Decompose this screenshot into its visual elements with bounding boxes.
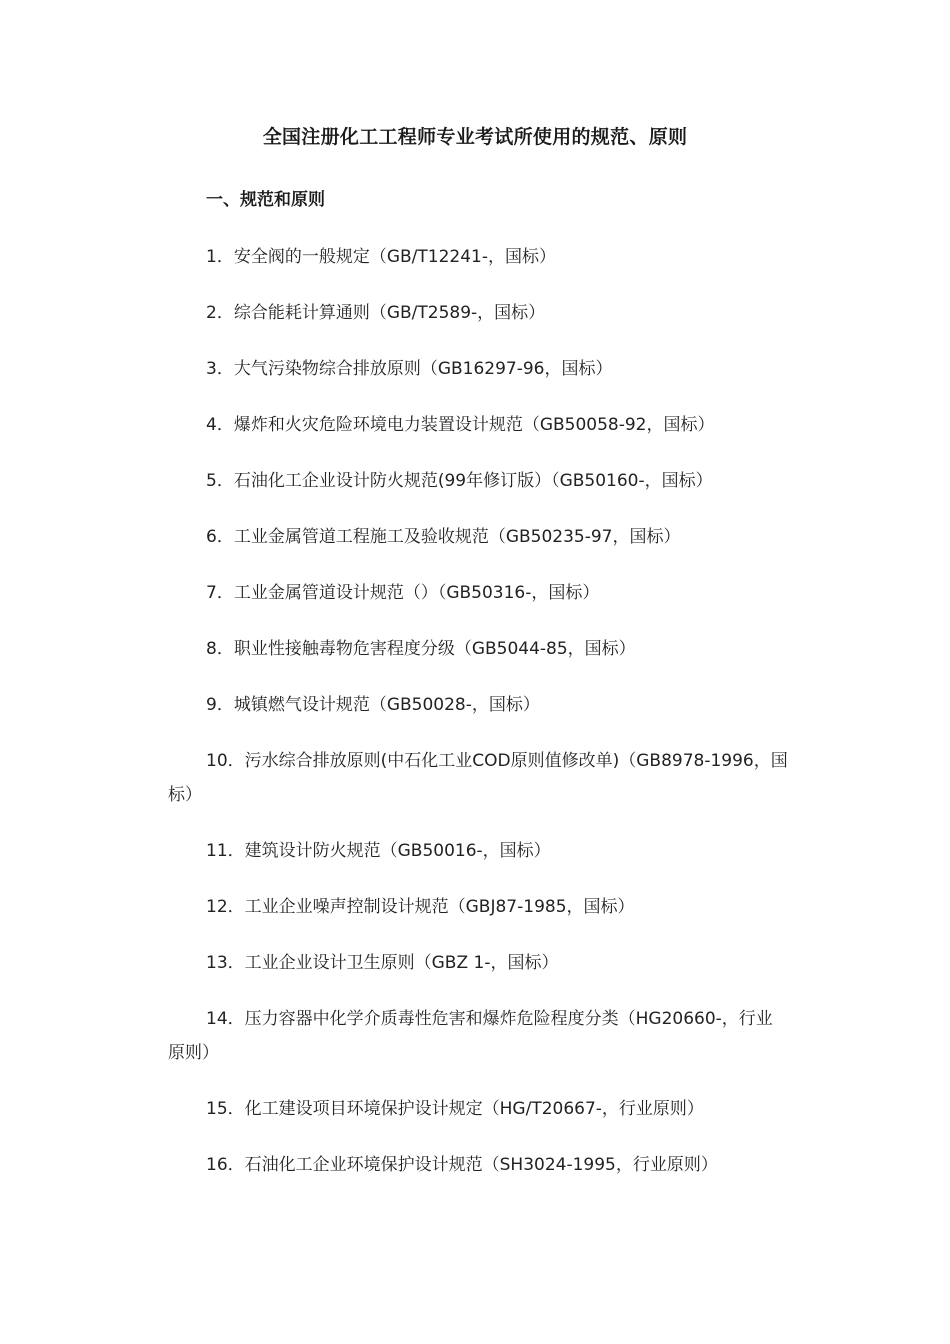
list-item: 10．污水综合排放原则(中石化工业COD原则值修改单)（GB8978-1996，国标）	[168, 751, 788, 805]
list-item: 15．化工建设项目环境保护设计规定（HG/T20667-，行业原则）	[206, 1099, 704, 1119]
list-item: 9．城镇燃气设计规范（GB50028-，国标）	[206, 695, 540, 715]
list-item: 5．石油化工企业设计防火规范(99年修订版）（GB50160-，国标）	[206, 471, 713, 491]
section-heading: 一、规范和原则	[206, 190, 325, 210]
list-item: 13．工业企业设计卫生原则（GBZ 1-，国标）	[206, 953, 559, 973]
list-item: 11．建筑设计防火规范（GB50016-，国标）	[206, 841, 551, 861]
document-title: 全国注册化工工程师专业考试所使用的规范、原则	[262, 126, 688, 148]
list-item: 3．大气污染物综合排放原则（GB16297-96，国标）	[206, 359, 613, 379]
list-item: 16．石油化工企业环境保护设计规范（SH3024-1995，行业原则）	[206, 1155, 718, 1175]
list-item: 14．压力容器中化学介质毒性危害和爆炸危险程度分类（HG20660-，行业原则）	[168, 1009, 773, 1063]
list-item: 4．爆炸和火灾危险环境电力装置设计规范（GB50058-92，国标）	[206, 415, 715, 435]
list-item: 7．工业金属管道设计规范（）（GB50316-，国标）	[206, 583, 600, 603]
list-item: 12．工业企业噪声控制设计规范（GBJ87-1985，国标）	[206, 897, 635, 917]
list-item: 1．安全阀的一般规定（GB/T12241-，国标）	[206, 247, 556, 267]
standards-list	[168, 240, 788, 1204]
list-item: 8．职业性接触毒物危害程度分级（GB5044-85，国标）	[206, 639, 636, 659]
list-item: 6．工业金属管道工程施工及验收规范（GB50235-97，国标）	[206, 527, 681, 547]
list-item: 2．综合能耗计算通则（GB/T2589-，国标）	[206, 303, 546, 323]
